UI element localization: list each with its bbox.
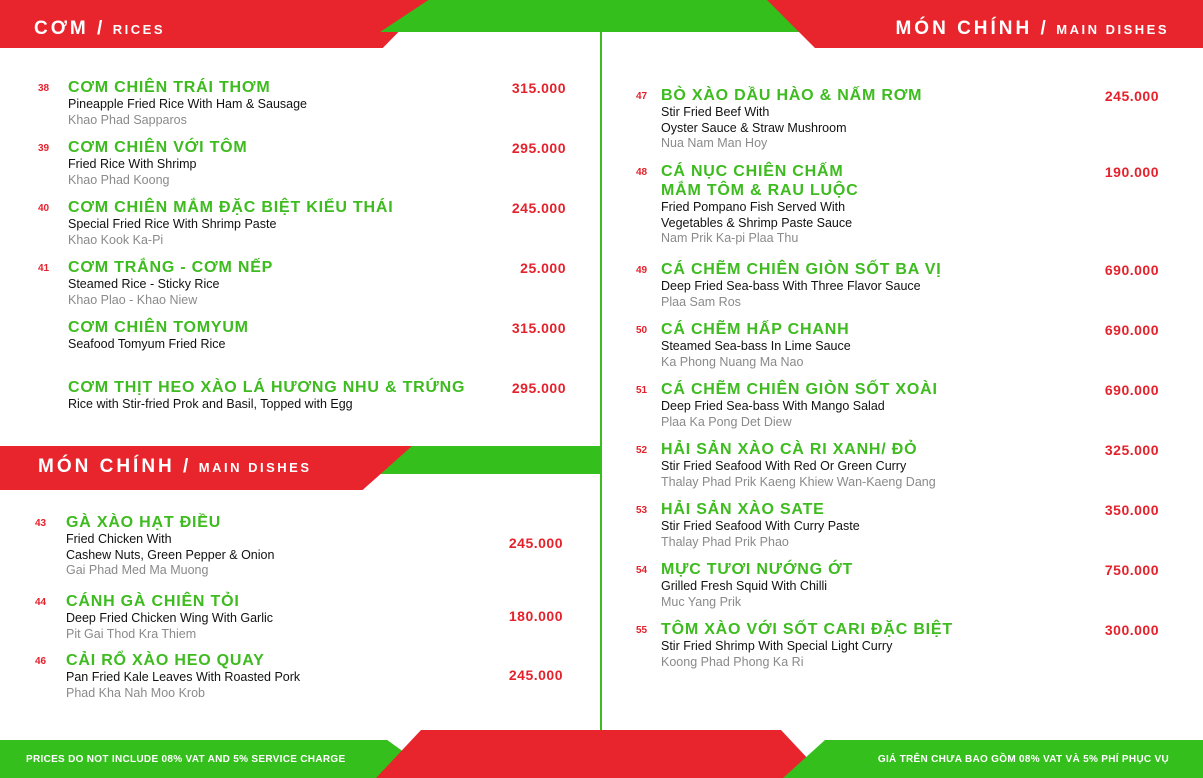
item-number: 52 [636,445,648,456]
item-number: 49 [636,265,648,276]
menu-item [661,86,922,152]
item-name-en: Cashew Nuts, Green Pepper & Onion [66,547,275,562]
item-name-en: Fried Pompano Fish Served With [661,200,846,214]
item-price: 295.000 [511,140,566,156]
item-name-en: Grilled Fresh Squid With Chilli [661,579,828,593]
item-name-en: Stir Fried Seafood With Curry Paste [661,519,860,533]
item-price: 180.000 [508,608,563,624]
menu-item [68,78,307,128]
item-name-en: Oyster Sauce & Straw Mushroom [661,120,847,135]
menu-item [661,560,853,610]
item-name-thai: Khao Phad Sapparos [68,112,187,127]
item-name-vn: CÁNH GÀ CHIÊN TỎI [66,593,240,610]
item-price: 690.000 [1104,262,1159,278]
header-band-center [380,0,820,32]
menu-item [68,198,393,248]
item-number: 46 [35,656,47,667]
menu-item [661,162,859,247]
menu-item [66,592,273,642]
item-price: 690.000 [1104,382,1159,398]
footer-note-vn: GIÁ TRÊN CHƯA BAO GỒM 08% VAT VÀ 5% PHÍ PHỤC VỤ [877,754,1169,765]
item-name-thai: Thalay Phad Prik Phao [661,534,789,549]
item-name-thai: Phad Kha Nah Moo Krob [66,685,205,700]
item-name-vn: CƠM CHIÊN TRÁI THƠM [68,79,271,96]
item-number: 43 [35,518,47,529]
item-name-vn: CẢI RỔ XÀO HEO QUAY [66,652,265,669]
item-name-thai: Muc Yang Prik [661,594,742,609]
menu-item [661,320,851,370]
item-name-en: Stir Fried Shrimp With Special Light Curry [661,639,893,653]
item-number: 55 [636,625,648,636]
page-divider [600,32,602,738]
item-name-thai: Pit Gai Thod Kra Thiem [66,626,197,641]
item-name-vn: GÀ XÀO HẠT ĐIỀU [66,514,222,531]
item-price: 690.000 [1104,322,1159,338]
item-name-en: Vegetables & Shrimp Paste Sauce [661,215,853,230]
item-name-thai: Plaa Sam Ros [661,294,741,309]
menu-item [66,513,274,579]
menu-item [661,440,936,490]
menu-item [68,258,273,308]
item-name-en: Deep Fried Sea-bass With Three Flavor Sauce [661,279,921,293]
item-number: 48 [636,167,648,178]
item-price: 245.000 [511,200,566,216]
menu-item [68,138,248,188]
item-name-vn: CÁ CHẼM HẤP CHANH [661,321,850,338]
section-title-main-dishes-left: MÓN CHÍNH / MAIN DISHES [38,456,312,477]
item-name-vn: BÒ XÀO DẦU HÀO & NẤM RƠM [661,87,923,104]
item-name-en: Pineapple Fried Rice With Ham & Sausage [68,97,308,111]
item-price: 315.000 [511,80,566,96]
item-name-vn: MỰC TƯƠI NƯỚNG ỚT [661,561,854,578]
menu-item [661,500,860,550]
item-name-thai: Ka Phong Nuang Ma Nao [661,354,804,369]
item-name-vn: CƠM CHIÊN VỚI TÔM [68,139,248,156]
item-name-en: Rice with Stir-fried Prok and Basil, Topped with Egg [68,397,353,411]
item-number: 39 [38,143,50,154]
item-name-en: Special Fried Rice With Shrimp Paste [68,217,277,231]
item-number: 44 [35,597,47,608]
item-price: 350.000 [1104,502,1159,518]
item-price: 245.000 [1104,88,1159,104]
item-name-thai: Plaa Ka Pong Det Diew [661,414,792,429]
item-name-vn: CƠM THỊT HEO XÀO LÁ HƯƠNG NHU & TRỨNG [68,379,466,396]
item-price: 300.000 [1104,622,1159,638]
menu-item [661,260,942,310]
item-name-thai: Koong Phad Phong Ka Ri [661,654,804,669]
footer-band-center [376,730,826,778]
item-name-thai: Nua Nam Man Hoy [661,136,768,150]
item-name-vn: TÔM XÀO VỚI SỐT CARI ĐẶC BIỆT [661,621,953,638]
menu-item [661,620,953,670]
item-price: 245.000 [508,535,563,551]
item-number: 47 [636,91,648,102]
item-name-en: Deep Fried Sea-bass With Mango Salad [661,399,885,413]
section-title-rices: CƠM / RICES [34,18,166,39]
item-number: 54 [636,565,648,576]
item-name-vn: CƠM TRẮNG - CƠM NẾP [68,259,274,276]
item-name-thai: Khao Phad Koong [68,172,170,187]
item-number: 51 [636,385,648,396]
item-name-thai: Nam Prik Ka-pi Plaa Thu [661,231,799,245]
footer-note-en: PRICES DO NOT INCLUDE 08% VAT AND 5% SERVICE CHARGE [26,754,346,765]
item-name-thai: Khao Kook Ka-Pi [68,232,164,247]
item-name-vn: CƠM CHIÊN TOMYUM [68,319,249,336]
item-price: 295.000 [511,380,566,396]
item-price: 190.000 [1104,164,1159,180]
item-price: 325.000 [1104,442,1159,458]
item-name-vn: HẢI SẢN XÀO CÀ RI XANH/ ĐỎ [661,441,918,458]
menu-item [661,380,938,430]
item-name-en: Deep Fried Chicken Wing With Garlic [66,611,274,625]
item-name-thai: Thalay Phad Prik Kaeng Khiew Wan-Kaeng Dang [661,474,936,489]
item-name-vn: CÁ NỤC CHIÊN CHẤM [661,163,844,180]
item-number: 41 [38,263,50,274]
item-number: 53 [636,505,648,516]
item-name-vn: MẮM TÔM & RAU LUỘC [661,182,859,199]
item-name-en: Steamed Sea-bass In Lime Sauce [661,339,851,353]
item-number: 38 [38,83,50,94]
item-name-en: Steamed Rice - Sticky Rice [68,277,220,291]
item-price: 315.000 [511,320,566,336]
item-name-vn: CÁ CHẼM CHIÊN GIÒN SỐT XOÀI [661,381,938,398]
menu-item [68,318,249,353]
item-name-thai: Khao Plao - Khao Niew [68,292,198,307]
item-name-thai: Gai Phad Med Ma Muong [66,563,209,577]
item-name-en: Fried Rice With Shrimp [68,157,197,171]
section-title-main-dishes-right: MÓN CHÍNH / MAIN DISHES [895,18,1169,39]
item-name-en: Stir Fried Beef With [661,105,770,119]
item-number: 40 [38,203,50,214]
item-name-vn: CƠM CHIÊN MẮM ĐẶC BIỆT KIỂU THÁI [68,199,394,216]
item-name-vn: CÁ CHẼM CHIÊN GIÒN SỐT BA VỊ [661,261,942,278]
item-name-en: Stir Fried Seafood With Red Or Green Curry [661,459,907,473]
menu-item [66,651,300,701]
item-name-en: Seafood Tomyum Fried Rice [68,337,226,351]
item-number: 50 [636,325,648,336]
item-name-en: Fried Chicken With [66,532,172,546]
item-name-vn: HẢI SẢN XÀO SATE [661,501,825,518]
item-price: 245.000 [508,667,563,683]
item-price: 750.000 [1104,562,1159,578]
item-price: 25.000 [520,260,566,276]
menu-item [68,378,465,413]
item-name-en: Pan Fried Kale Leaves With Roasted Pork [66,670,301,684]
